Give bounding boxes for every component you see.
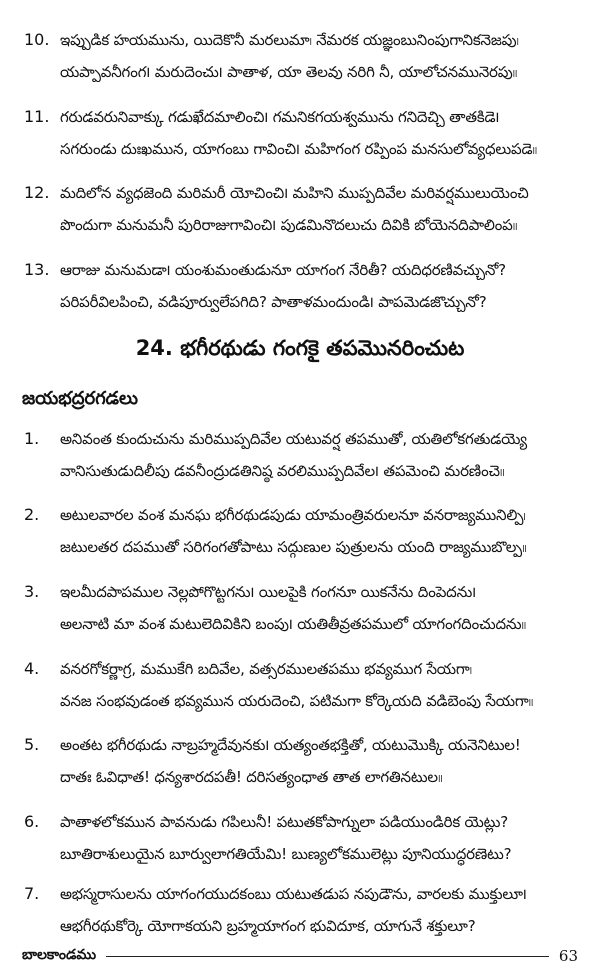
verse-2 [24,499,584,563]
verse-3 [24,576,584,640]
verse-number: 1. [24,429,40,448]
chapter-heading: 24. భగీరథుడు గంగకై తపమొనరించుట [135,336,465,360]
verse-line: పరిపరీవిలపించి, వడిపూర్వులేపగిది? పాతాళమందుండి౹ పాపమెడజొచ్చునో? [60,293,487,311]
page-number: 63 [558,947,578,965]
page-footer [22,943,578,969]
verse-line: మదిలోన వ్యధజెంది మరిమరీ యోచించి౹ మహిని ముప్పదివేల మరివర్షములుయెంచి [60,184,529,202]
verse-number: 13. [24,260,50,279]
verse-line: పాతాళలోకమున పావనుడు గపిలునీ! పటుతకోపాగ్నులా పడియుండిరిక యెట్లు? [60,813,508,831]
verse-line: వనరగోకర్ణాగ్ర, మముకేగి బదివేల, వత్సరములతపము భవ్యముగ సేయగా၊ [60,660,472,678]
verse-number: 4. [24,659,40,678]
verse-line: ఆభగీరథుకోర్కె యోగాకయని బ్రహ్మయాగంగ భువిదూక, యాగునే శక్తులూ? [60,917,476,935]
section-subheading: జయభద్రరగడలు [22,388,138,409]
verse-number: 10. [24,30,50,49]
verse-5 [24,729,584,793]
verse-4 [24,653,584,717]
verse-line: పొందుగా మనుమనీ పురిరాజుగావించి౹ పుడమినొదలుచు దివికి బోయెనదిపాలింప။ [60,216,517,234]
verse-line: బూతిరాశులుయైన బూర్వులాగతియేమి! బుణ్యలోకములెట్లు పూనియుద్ధరణెటు? [60,845,512,863]
verse-13 [24,254,584,318]
verse-line: అభస్మరాసులను యాగంగయుదకంబు యటుతడుప నపుడౌను, వారలకు ముక్తులూ౹ [60,885,527,903]
verse-number: 11. [24,107,50,126]
verse-line: అలనాటి మా వంశ మటులెదివికిని బంపు౹ యతితీవ్రతపములో యాగంగదించుదను။ [60,615,526,633]
verse-line: వనజ సంభవుడంత భవ్యమున యరుదెంచి, పటిమగా కోర్కెయది వడిబెంపు సేయగా။ [60,692,533,710]
verse-number: 6. [24,812,40,831]
verse-line: ఇలమీదపాపముల నెల్లపోగొట్టగను౹ యిలపైకి గంగనూ యికనేను దింపెదను౹ [60,583,476,601]
verse-line: ఆరాజు మనుమడా౹ యంశుమంతుడునూ యాగంగ నేరితీ? యదిధరణివచ్చునో? [60,261,506,279]
verse-number: 7. [24,884,40,903]
verse-line: అంతట భగీరథుడు నాబ్రహ్మదేవునకు౹ యత్యంతభక్తితో, యటుమొక్కి యనెనిటుల! [60,736,521,754]
verse-line: అటులవారల వంశ మనఘ భగీరథుడపుడు యామంత్రివరులనూ వనరాజ్యమునిల్పి၊ [60,506,526,524]
verse-line: అనివంత కుందుచును మరిముప్పదివేల యటువర్ష తపముతో, యతిలోకగతుడయ్యె [60,430,527,448]
verse-line: గరుడవరునివాక్కు గడుఖేదమాలించి౹ గమనికగయశ్వమును గనిదెచ్చి తాతకిడె౹ [60,108,500,126]
verse-number: 2. [24,505,40,524]
footer-divider [106,956,549,957]
verse-12 [24,177,584,241]
verse-number: 3. [24,582,40,601]
verse-number: 12. [24,183,50,202]
verse-line: సగరుండు దుఃఖమున, యాగంబు గావించి౹ మహిగంగ రప్పింప మనసులోవ్యధలుపడె။ [60,140,537,158]
verse-1 [24,423,584,487]
verse-line: ఇప్పుడిక హయమును, యిదెకొనీ మరలుమా၊ నేమరక యజ్ఞంబునింపుగానికనెజపు၊ [60,31,519,49]
verse-11 [24,101,584,165]
verse-6 [24,806,584,870]
verse-number: 5. [24,735,40,754]
verse-line: దాతః ఓవిధాత! ధన్యశారదపతీ! దరిసత్యంధాత తాత లాగతినటుల။ [60,768,443,786]
verse-line: యప్పావనీగంగ౹ మరుదెంచు౹ పాతాళ, యా తెలవు నరిగి నీ, యాలోచనమునెరపు။ [60,63,517,81]
verse-10 [24,24,584,88]
verse-line: వానిసుతుడుదిలీపు డవనీంద్రుడతినిష్ఠ వరలిముప్పదివేల౹ తపమెంచి మరణించె။ [60,462,505,480]
book-name: బాలకాండము [22,946,97,963]
verse-7 [24,878,584,942]
verse-line: జటులతర దపముతో సరిగంగతోపాటు సద్గుణుల పుత్రులను యంది రాజ్యముబొల్ప။ [60,538,527,556]
